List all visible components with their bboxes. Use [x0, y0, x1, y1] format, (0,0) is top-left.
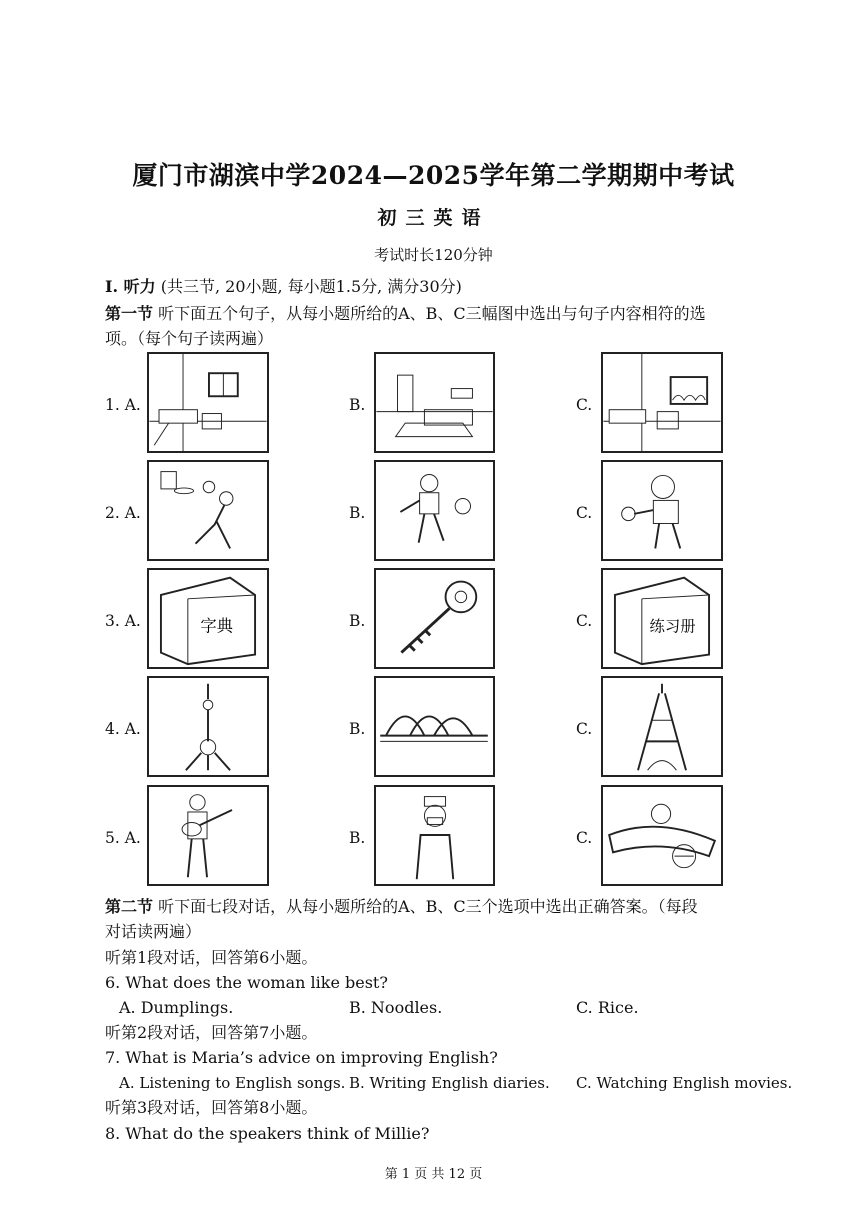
bedroom-door-icon[interactable]: [374, 352, 495, 453]
part2-instruction-line1: 听下面七段对话，从每小题所给的A、B、C三个选项中选出正确答案。（每段: [158, 897, 698, 916]
question-2-option-b: B.: [349, 504, 366, 522]
question-1-label: 1. A.: [105, 396, 141, 414]
workbook-icon[interactable]: [601, 568, 723, 669]
exam-duration: 考试时长120分钟: [374, 246, 493, 264]
question-4-option-c: C.: [576, 720, 593, 738]
part1-label: 第一节: [105, 304, 154, 323]
bedroom-messy-window-icon[interactable]: [601, 352, 723, 453]
question-6-option-a[interactable]: A. Dumplings.: [119, 998, 234, 1017]
question-2-option-c: C.: [576, 504, 593, 522]
ping-pong-player-icon[interactable]: [601, 460, 723, 561]
question-5-label: 5. A.: [105, 829, 141, 847]
question-6-option-b[interactable]: B. Noodles.: [349, 998, 443, 1017]
question-4-label: 4. A.: [105, 720, 141, 738]
sydney-opera-house-icon[interactable]: [374, 676, 495, 777]
key-icon[interactable]: [374, 568, 495, 669]
page-number: 第 1 页 共 12 页: [384, 1167, 483, 1182]
question-6-option-c[interactable]: C. Rice.: [576, 998, 639, 1017]
question-3-label: 3. A.: [105, 612, 141, 630]
workbook-label: 练习册: [649, 617, 696, 636]
question-7-text: 7. What is Maria’s advice on improving English?: [105, 1048, 498, 1067]
bedroom-window-icon[interactable]: [147, 352, 269, 453]
part1-instruction-line2: 项。（每个句子读两遍）: [105, 329, 274, 348]
dictionary-label: 字典: [200, 616, 233, 636]
part1-instruction: [105, 304, 706, 324]
question-8-text: 8. What do the speakers think of Millie?: [105, 1124, 430, 1143]
part2-instruction: [105, 897, 698, 917]
dialogue-1-intro: 听第1段对话，回答第6小题。: [105, 948, 318, 967]
section-heading: [105, 277, 462, 297]
soccer-player-icon[interactable]: [374, 460, 495, 561]
pilot-plane-icon[interactable]: [601, 785, 723, 886]
question-3-option-c: C.: [576, 612, 593, 630]
question-3-option-b: B.: [349, 612, 366, 630]
question-1-option-c: C.: [576, 396, 593, 414]
basketball-player-icon[interactable]: [147, 460, 269, 561]
question-4-option-b: B.: [349, 720, 366, 738]
part1-instruction-line1: 听下面五个句子，从每小题所给的A、B、C三幅图中选出与句子内容相符的选: [158, 304, 706, 323]
section-description: (共三节, 20小题, 每小题1.5分, 满分30分): [160, 277, 462, 296]
dictionary-book-icon[interactable]: [147, 568, 269, 669]
question-5-option-c: C.: [576, 829, 593, 847]
guitarist-icon[interactable]: [147, 785, 269, 886]
question-1-option-b: B.: [349, 396, 366, 414]
doctor-icon[interactable]: [374, 785, 495, 886]
part2-label: 第二节: [105, 897, 154, 916]
question-5-option-b: B.: [349, 829, 366, 847]
oriental-pearl-tower-icon[interactable]: [147, 676, 269, 777]
subject-title: 初三英语: [377, 207, 490, 229]
question-6-text: 6. What does the woman like best?: [105, 973, 388, 992]
exam-title: 厦门市湖滨中学2024—2025学年第二学期期中考试: [132, 161, 735, 190]
dialogue-2-intro: 听第2段对话，回答第7小题。: [105, 1023, 318, 1042]
section-title: I. 听力: [105, 277, 156, 296]
question-7-option-a[interactable]: A. Listening to English songs.: [119, 1074, 346, 1092]
eiffel-tower-icon[interactable]: [601, 676, 723, 777]
dialogue-3-intro: 听第3段对话，回答第8小题。: [105, 1098, 318, 1117]
question-2-label: 2. A.: [105, 504, 141, 522]
question-7-option-b[interactable]: B. Writing English diaries.: [349, 1074, 550, 1092]
question-7-option-c[interactable]: C. Watching English movies.: [576, 1074, 793, 1092]
part2-instruction-line2: 对话读两遍）: [105, 922, 202, 941]
